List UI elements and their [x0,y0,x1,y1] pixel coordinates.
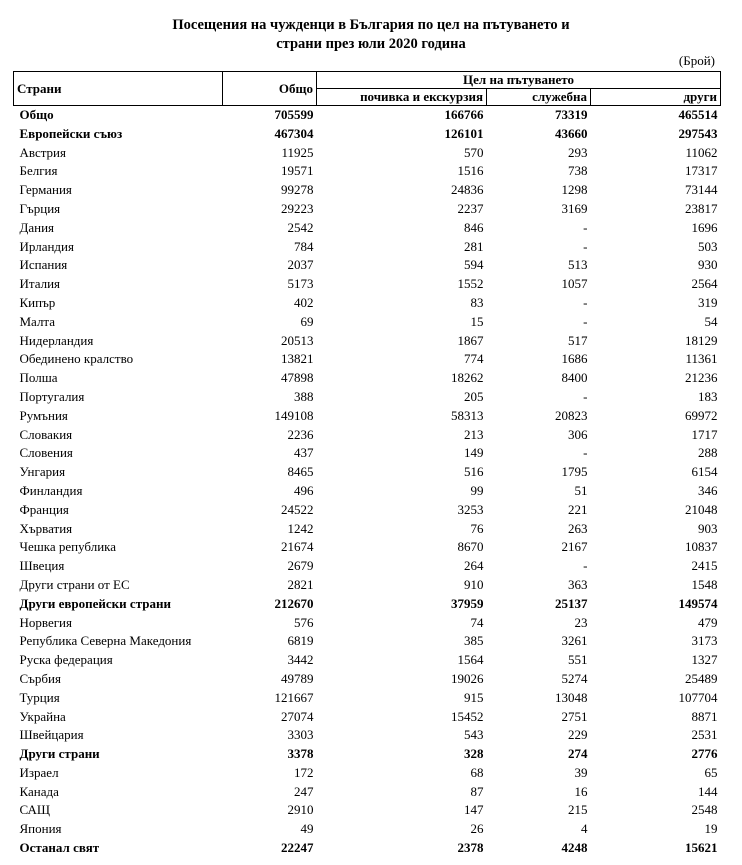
cell-business: 1057 [561,276,588,292]
cell-other: 65 [704,764,718,780]
table-row [14,482,721,501]
cell-country: Сърбия [19,670,61,686]
cell-country: Ирландия [19,238,74,254]
cell-country: Унгария [19,464,66,480]
cell-business: 23 [574,614,588,630]
cell-business: 293 [568,144,588,160]
cell-business: 229 [568,727,588,743]
header-purpose: Цел на пътуването [317,72,721,89]
cell-country: Турция [19,689,60,705]
cell-other: 1548 [691,576,718,592]
cell-business: 4248 [561,840,588,856]
cell-leisure: 83 [470,294,484,310]
cell-leisure: 8670 [457,539,484,555]
cell-leisure: 1564 [457,652,484,668]
cell-business: 1795 [561,464,588,480]
cell-total: 705599 [274,107,314,122]
cell-total: 2542 [287,219,314,235]
cell-business: 20823 [555,407,588,423]
cell-other: 297543 [678,125,718,141]
table-row [14,388,721,407]
cell-other: 23817 [685,200,718,216]
cell-other: 479 [698,614,718,630]
cell-business: 363 [568,576,588,592]
header-business: служебна [487,89,591,106]
cell-other: 465514 [678,107,718,122]
cell-leisure: 58313 [451,407,484,423]
cell-country: Белгия [19,163,58,179]
cell-total: 121667 [274,689,314,705]
cell-other: 288 [698,445,718,461]
cell-total: 3378 [287,746,314,762]
cell-country: Румъния [19,407,68,423]
cell-business: - [583,388,588,404]
cell-total: 149108 [274,407,314,423]
cell-total: 576 [294,614,314,630]
cell-total: 437 [294,445,314,461]
table-body [14,106,721,858]
cell-other: 6154 [691,464,718,480]
cell-other: 18129 [685,332,718,348]
table-row [14,106,721,125]
cell-leisure: 846 [464,219,484,235]
cell-country: Финландия [19,482,83,498]
cell-total: 784 [294,238,314,254]
table-row [14,745,721,764]
cell-country: Гърция [19,200,61,216]
cell-leisure: 594 [464,257,484,273]
cell-country: Словакия [19,426,73,442]
cell-total: 3442 [287,652,314,668]
cell-country: Испания [19,257,68,273]
cell-leisure: 570 [464,144,484,160]
page-title [0,16,742,54]
cell-leisure: 15 [470,313,484,329]
cell-country: Норвегия [19,614,72,630]
table-row [14,801,721,820]
cell-country: Останал свят [19,840,100,856]
cell-country: Словения [19,445,73,461]
cell-leisure: 1552 [457,276,484,292]
cell-total: 22247 [281,840,314,856]
cell-country: САЩ [19,802,51,818]
table-row [14,670,721,689]
table-row [14,595,721,614]
cell-country: Хърватия [19,520,73,536]
cell-country: Дания [19,219,55,235]
table-row [14,200,721,219]
cell-other: 144 [698,783,718,799]
cell-leisure: 910 [464,576,484,592]
cell-total: 20513 [281,332,314,348]
cell-total: 212670 [274,595,314,611]
table-row [14,764,721,783]
header-total: Общо [223,72,317,106]
cell-business: 43660 [555,125,588,141]
cell-country: Нидерландия [19,332,94,348]
cell-other: 21236 [685,370,718,386]
table-row [14,783,721,802]
cell-other: 2531 [691,727,718,743]
cell-total: 2821 [287,576,314,592]
cell-other: 930 [698,257,718,273]
table-header [14,72,721,106]
cell-leisure: 385 [464,633,484,649]
table-row [14,219,721,238]
cell-country: Австрия [19,144,66,160]
cell-leisure: 1516 [457,163,484,179]
cell-total: 2679 [287,558,314,574]
cell-business: 25137 [555,595,588,611]
cell-total: 49 [300,821,314,837]
cell-business: 13048 [555,689,588,705]
cell-business: 2751 [561,708,588,724]
cell-total: 247 [294,783,314,799]
table-row [14,444,721,463]
table-row [14,275,721,294]
cell-leisure: 26 [470,821,484,837]
cell-total: 8465 [287,464,314,480]
cell-leisure: 205 [464,388,484,404]
table-row [14,689,721,708]
cell-other: 903 [698,520,718,536]
table-row [14,708,721,727]
cell-total: 6819 [287,633,314,649]
table-row [14,144,721,163]
cell-leisure: 281 [464,238,484,254]
title-line-1: Посещения на чужденци в България по цел на пътуването и [172,17,570,33]
cell-other: 10837 [685,539,718,555]
table-row [14,557,721,576]
cell-other: 319 [698,294,718,310]
cell-other: 17317 [685,163,718,179]
cell-country: Обединено кралство [19,351,134,367]
cell-total: 1242 [287,520,314,536]
table-row [14,726,721,745]
unit-label: (Брой) [678,53,715,68]
cell-business: 2167 [561,539,588,555]
table-row [14,651,721,670]
cell-leisure: 147 [464,802,484,818]
cell-leisure: 3253 [457,501,484,517]
table-row [14,520,721,539]
header-other: други [591,89,721,106]
cell-total: 388 [294,388,314,404]
cell-business: 551 [568,652,588,668]
cell-business: 3169 [561,200,588,216]
cell-total: 27074 [281,708,314,724]
table-row [14,181,721,200]
cell-leisure: 2237 [457,200,484,216]
table-row [14,839,721,858]
cell-business: 39 [574,764,588,780]
table-row [14,294,721,313]
table-row [14,538,721,557]
visits-table [13,71,721,858]
table-row [14,407,721,426]
cell-country: Италия [19,276,61,292]
cell-total: 99278 [281,182,314,198]
cell-country: Малта [19,313,56,329]
cell-leisure: 15452 [451,708,484,724]
cell-business: 274 [568,746,588,762]
cell-country: Руска федерация [19,652,113,668]
cell-country: Швейцария [19,727,84,743]
cell-leisure: 19026 [451,670,484,686]
cell-business: 8400 [561,370,588,386]
cell-total: 49789 [281,670,314,686]
cell-country: Полша [19,370,58,386]
cell-country: Общо [19,107,54,122]
cell-other: 107704 [678,689,718,705]
cell-leisure: 74 [470,614,484,630]
cell-leisure: 264 [464,558,484,574]
cell-leisure: 99 [470,482,484,498]
cell-country: Израел [19,764,59,780]
table-row [14,820,721,839]
cell-total: 2910 [287,802,314,818]
cell-other: 19 [704,821,718,837]
cell-other: 69972 [685,407,718,423]
cell-total: 172 [294,764,314,780]
cell-leisure: 87 [470,783,484,799]
table-row [14,350,721,369]
cell-country: Япония [19,821,62,837]
cell-business: - [583,313,588,329]
cell-leisure: 18262 [451,370,484,386]
table-row [14,426,721,445]
cell-total: 2037 [287,257,314,273]
cell-country: Република Северна Македония [19,633,192,649]
table-row [14,501,721,520]
cell-other: 73144 [685,182,718,198]
cell-leisure: 166766 [444,107,484,122]
table-row [14,632,721,651]
cell-other: 503 [698,238,718,254]
cell-country: Швеция [19,558,65,574]
cell-total: 29223 [281,200,314,216]
table-row [14,614,721,633]
cell-total: 11925 [281,144,314,160]
cell-country: Германия [19,182,72,198]
table-row [14,125,721,144]
cell-country: Португалия [19,388,85,404]
cell-leisure: 126101 [444,125,484,141]
cell-leisure: 213 [464,426,484,442]
cell-business: 513 [568,257,588,273]
cell-other: 183 [698,388,718,404]
cell-business: 517 [568,332,588,348]
cell-business: - [583,445,588,461]
cell-leisure: 76 [470,520,484,536]
cell-leisure: 543 [464,727,484,743]
cell-total: 21674 [281,539,314,555]
cell-leisure: 328 [464,746,484,762]
cell-other: 54 [704,313,718,329]
cell-leisure: 149 [464,445,484,461]
cell-country: Украйна [19,708,66,724]
cell-country: Европейски съюз [19,125,123,141]
cell-other: 2415 [691,558,718,574]
cell-other: 2548 [691,802,718,818]
cell-other: 346 [698,482,718,498]
cell-leisure: 774 [464,351,484,367]
header-country: Страни [14,72,223,106]
cell-business: - [583,238,588,254]
cell-leisure: 915 [464,689,484,705]
cell-other: 15621 [685,840,718,856]
cell-total: 19571 [281,163,314,179]
cell-other: 11361 [685,351,718,367]
cell-other: 11062 [685,144,718,160]
cell-other: 2564 [691,276,718,292]
cell-country: Други страни [19,746,100,762]
cell-country: Други страни от ЕС [19,576,130,592]
cell-business: 1686 [561,351,588,367]
cell-business: - [583,558,588,574]
cell-country: Други европейски страни [19,595,171,611]
cell-leisure: 516 [464,464,484,480]
title-line-2: страни през юли 2020 година [276,36,466,52]
cell-leisure: 24836 [451,182,484,198]
header-leisure: почивка и екскурзия [317,89,487,106]
table-row [14,332,721,351]
table-row [14,576,721,595]
cell-other: 149574 [678,595,718,611]
cell-business: 738 [568,163,588,179]
cell-country: Кипър [19,294,56,310]
cell-total: 24522 [281,501,314,517]
cell-business: 5274 [561,670,588,686]
cell-business: 306 [568,426,588,442]
cell-other: 1696 [691,219,718,235]
cell-total: 3303 [287,727,314,743]
cell-business: 3261 [561,633,588,649]
cell-country: Канада [19,783,59,799]
cell-total: 496 [294,482,314,498]
cell-total: 13821 [281,351,314,367]
cell-other: 25489 [685,670,718,686]
cell-other: 8871 [691,708,718,724]
table-row [14,256,721,275]
cell-business: 51 [574,482,588,498]
table-row [14,463,721,482]
cell-business: - [583,219,588,235]
cell-country: Чешка република [19,539,117,555]
cell-total: 2236 [287,426,314,442]
cell-other: 3173 [691,633,718,649]
cell-business: 4 [581,821,588,837]
table-row [14,369,721,388]
cell-business: 221 [568,501,588,517]
cell-leisure: 68 [470,764,484,780]
cell-business: 215 [568,802,588,818]
cell-total: 5173 [287,276,314,292]
cell-total: 47898 [281,370,314,386]
cell-total: 467304 [274,125,314,141]
cell-other: 1717 [691,426,718,442]
cell-total: 69 [300,313,314,329]
cell-business: - [583,294,588,310]
cell-country: Франция [19,501,69,517]
cell-business: 263 [568,520,588,536]
cell-leisure: 2378 [457,840,484,856]
cell-leisure: 37959 [451,595,484,611]
cell-business: 73319 [555,107,588,122]
cell-other: 1327 [691,652,718,668]
cell-leisure: 1867 [457,332,484,348]
cell-other: 2776 [691,746,718,762]
cell-business: 1298 [561,182,588,198]
table-row [14,162,721,181]
cell-other: 21048 [685,501,718,517]
cell-total: 402 [294,294,314,310]
cell-business: 16 [574,783,588,799]
table-row [14,313,721,332]
table-row [14,238,721,257]
